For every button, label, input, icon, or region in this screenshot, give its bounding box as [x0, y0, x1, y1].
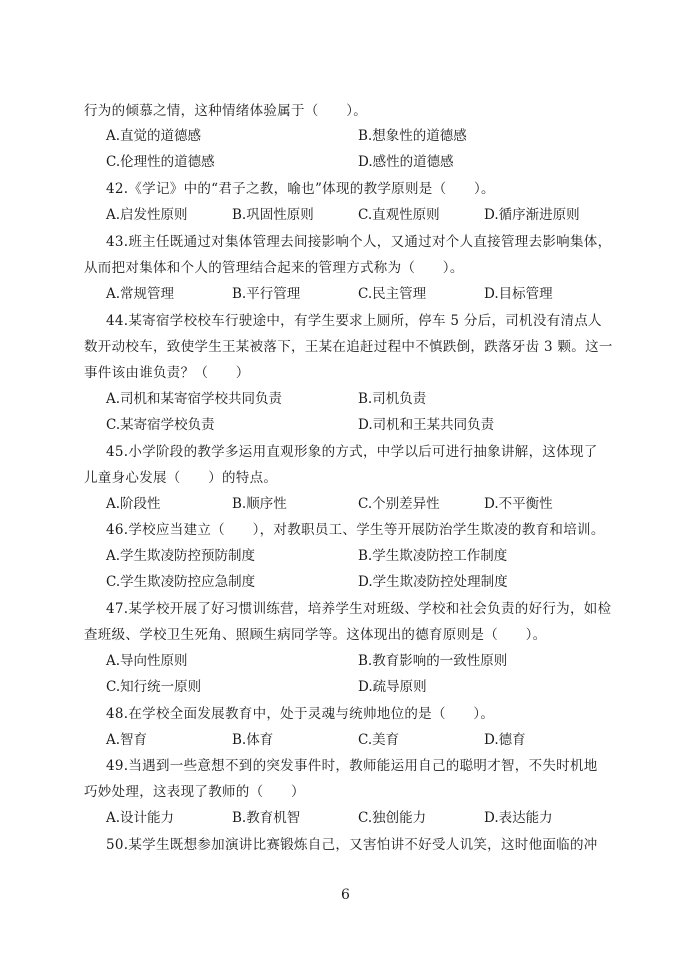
q48-option-d: D.德育	[484, 732, 526, 748]
q46-option-b: B.学生欺凌防控工作制度	[358, 548, 508, 564]
question-50-stem-line-1: 50.某学生既想参加演讲比赛锻炼自己，又害怕讲不好受人讥笑，这时他面临的冲	[106, 837, 598, 853]
question-49-stem-line-2: 巧妙处理，这表现了教师的（ ）	[84, 784, 305, 800]
q47-option-a: A.导向性原则	[106, 653, 188, 669]
q43-option-c: C.民主管理	[358, 286, 427, 302]
q45-option-c: C.个别差异性	[358, 496, 440, 512]
q46-option-d: D.学生欺凌防控处理制度	[358, 574, 508, 590]
q48-option-a: A.智育	[106, 732, 148, 748]
q47-option-b: B.教育影响的一致性原则	[358, 653, 508, 669]
q45-option-b: B.顺序性	[232, 496, 287, 512]
question-46-stem: 46.学校应当建立（ ），对教职员工、学生等开展防治学生欺凌的教育和培训。	[106, 522, 605, 538]
q44-option-d: D.司机和王某共同负责	[358, 417, 495, 433]
question-44-stem-line-2: 数开动校车，致使学生王某被落下，王某在追赶过程中不慎跌倒，跌落牙齿 3 颗。这一	[84, 339, 613, 355]
question-45-stem-line-2: 儿童身心发展（ ）的特点。	[84, 470, 278, 486]
question-44-stem-line-3: 事件该由谁负责？（ ）	[84, 365, 250, 381]
q42-option-b: B.巩固性原则	[232, 207, 314, 223]
q45-option-a: A.阶段性	[106, 496, 161, 512]
q46-option-a: A.学生欺凌防控预防制度	[106, 548, 256, 564]
q44-option-a: A.司机和某寄宿学校共同负责	[106, 391, 283, 407]
question-48-stem: 48.在学校全面发展教育中，处于灵魂与统帅地位的是（ ）。	[106, 706, 495, 722]
q42-option-c: C.直观性原则	[358, 207, 440, 223]
q48-option-b: B.体育	[232, 732, 274, 748]
q41-option-b: B.想象性的道德感	[358, 128, 467, 144]
q49-option-a: A.设计能力	[106, 810, 175, 826]
q42-option-a: A.启发性原则	[106, 207, 188, 223]
q47-option-c: C.知行统一原则	[106, 679, 202, 695]
q43-option-b: B.平行管理	[232, 286, 301, 302]
question-43-stem-line-2: 从而把对集体和个人的管理结合起来的管理方式称为（ ）。	[84, 260, 464, 276]
question-47-stem-line-2: 查班级、学校卫生死角、照顾生病同学等。这体现出的德育原则是（ ）。	[84, 627, 547, 643]
question-44-stem-line-1: 44.某寄宿学校校车行驶途中，有学生要求上厕所，停车 5 分后，司机没有清点人	[106, 313, 602, 329]
question-45-stem-line-1: 45.小学阶段的教学多运用直观形象的方式，中学以后可进行抽象讲解，这体现了	[106, 444, 598, 460]
q45-option-d: D.不平衡性	[484, 496, 553, 512]
question-42-stem: 42.《学记》中的“君子之教，喻也”体现的教学原则是（ ）。	[106, 181, 495, 197]
q47-option-d: D.疏导原则	[358, 679, 427, 695]
q41-option-d: D.感性的道德感	[358, 154, 454, 170]
q46-option-c: C.学生欺凌防控应急制度	[106, 574, 256, 590]
q49-option-c: C.独创能力	[358, 810, 427, 826]
q43-option-a: A.常规管理	[106, 286, 175, 302]
q42-option-d: D.循序渐进原则	[484, 207, 580, 223]
q41-option-c: C.伦理性的道德感	[106, 154, 215, 170]
q44-option-b: B.司机负责	[358, 391, 427, 407]
question-49-stem-line-1: 49.当遇到一些意想不到的突发事件时，教师能运用自己的聪明才智，不失时机地	[106, 758, 598, 774]
q44-option-c: C.某寄宿学校负责	[106, 417, 215, 433]
q48-option-c: C.美育	[358, 732, 400, 748]
q49-option-d: D.表达能力	[484, 810, 553, 826]
question-41-stem-continuation: 行为的倾慕之情，这种情绪体验属于（ ）。	[84, 103, 368, 119]
q49-option-b: B.教育机智	[232, 810, 301, 826]
page-number: 6	[341, 887, 350, 903]
question-47-stem-line-1: 47.某学校开展了好习惯训练营，培养学生对班级、学校和社会负责的好行为，如检	[106, 601, 612, 617]
q41-option-a: A.直觉的道德感	[106, 128, 202, 144]
question-43-stem-line-1: 43.班主任既通过对集体管理去间接影响个人，又通过对个人直接管理去影响集体，	[106, 234, 612, 250]
q43-option-d: D.目标管理	[484, 286, 553, 302]
